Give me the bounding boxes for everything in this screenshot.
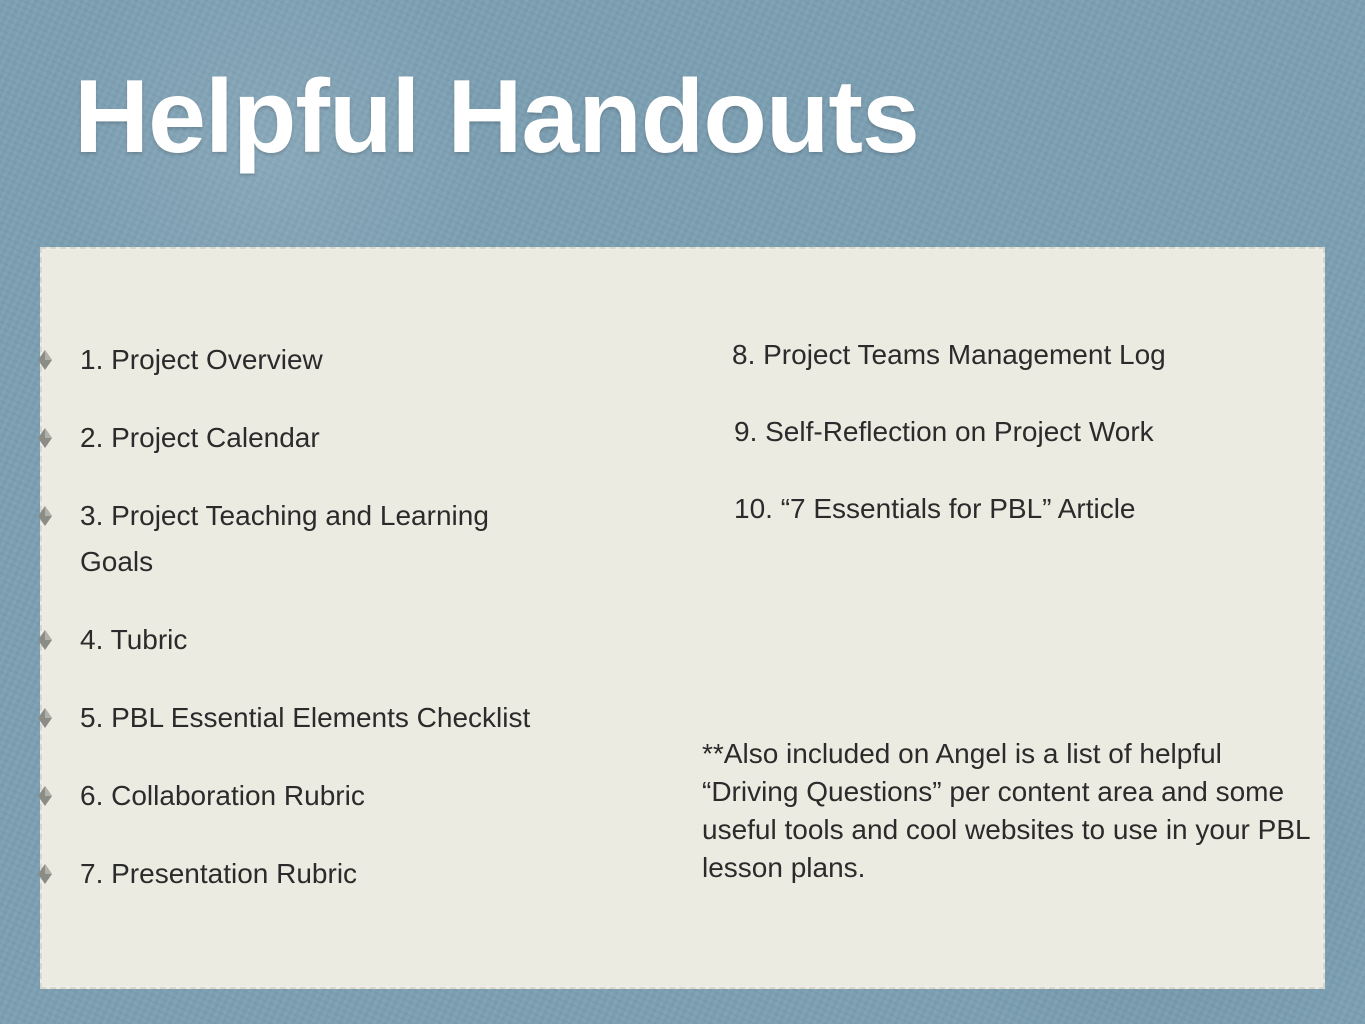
diamond-bullet-icon: [36, 349, 54, 371]
list-item-text: 5. PBL Essential Elements Checklist: [80, 702, 531, 733]
slide-title: Helpful Handouts: [74, 59, 919, 175]
list-item: [80, 617, 187, 663]
list-item: [732, 332, 1166, 378]
list-item-text: 1. Project Overview: [80, 344, 323, 375]
angel-note: **Also included on Angel is a list of helpful “Driving Questions” per content area and some useful tools and cool websites to use in your PBL lesson plans.: [702, 738, 1310, 883]
diamond-bullet-icon: [36, 427, 54, 449]
list-item-text-line2: Goals: [80, 546, 154, 577]
list-item: [734, 486, 1136, 532]
list-item-text: 7. Presentation Rubric: [80, 858, 358, 889]
list-item: [80, 695, 530, 741]
diamond-bullet-icon: [36, 863, 54, 885]
list-item-text: 2. Project Calendar: [80, 422, 320, 453]
diamond-bullet-icon: [36, 707, 54, 729]
diamond-bullet-icon: [36, 505, 54, 527]
list-item: [734, 409, 1154, 455]
list-item: [80, 337, 323, 383]
list-item-text-line1: 3. Project Teaching and Learning: [80, 500, 489, 531]
list-item: [80, 493, 489, 585]
list-item-text: 6. Collaboration Rubric: [80, 780, 365, 811]
list-item: [80, 773, 365, 819]
list-item-text: 4. Tubric: [80, 624, 188, 655]
list-item-text: 9. Self-Reflection on Project Work: [734, 416, 1154, 447]
diamond-bullet-icon: [36, 629, 54, 651]
list-item: [80, 851, 357, 897]
list-item-text: 8. Project Teams Management Log: [732, 339, 1166, 370]
diamond-bullet-icon: [36, 785, 54, 807]
list-item: [80, 415, 320, 461]
list-item-text: 10. “7 Essentials for PBL” Article: [734, 493, 1136, 524]
